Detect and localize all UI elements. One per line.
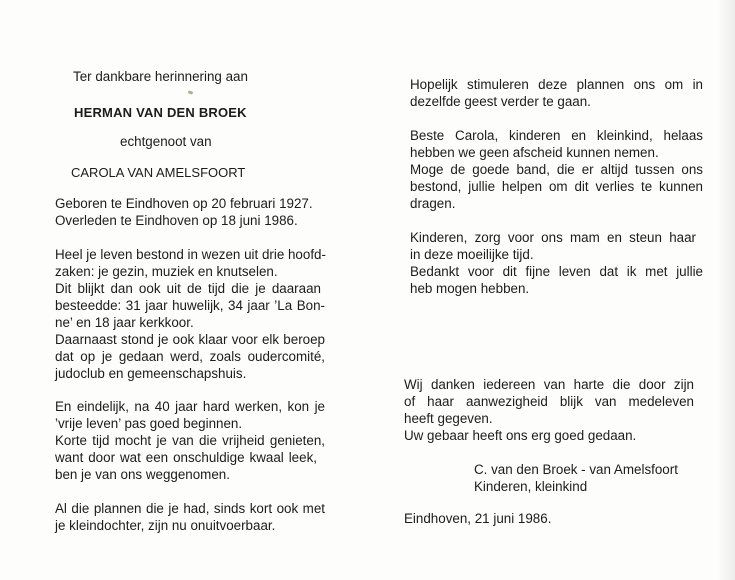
- paragraph-line: Al die plannen die je had, sinds kort ook met: [55, 501, 325, 516]
- paragraph-line: Beste Carola, kinderen en kleinkind, helaas: [410, 128, 703, 143]
- paragraph-line: zaken: je gezin, muziek en knutselen.: [55, 264, 278, 279]
- signature-line: Kinderen, kleinkind: [474, 479, 588, 494]
- paragraph-line: Bedankt voor dit fijne leven dat ik met jullie: [410, 264, 703, 279]
- paragraph-line: besteedde: 31 jaar huwelijk, 34 jaar ’La Bon-: [55, 298, 325, 313]
- spouse-name: CAROLA VAN AMELSFOORT: [71, 165, 246, 180]
- intro-text: Ter dankbare herinnering aan: [73, 69, 248, 84]
- paragraph-line: Korte tijd mocht je van die vrijheid genieten,: [55, 433, 325, 448]
- paragraph-line: Heel je leven bestond in wezen uit drie hoofd-: [55, 247, 326, 262]
- paragraph-line: heeft gegeven.: [404, 411, 493, 426]
- paragraph-line: want door wat een onschuldige kwaal leek,: [55, 450, 317, 465]
- paragraph-line: Dit blijkt dan ook uit de tijd die je daaraan: [55, 281, 321, 296]
- spouse-relation: echtgenoot van: [120, 134, 212, 149]
- paragraph-line: Wij danken iedereen van harte die door zijn: [404, 377, 694, 392]
- paragraph-line: of haar aanwezigheid blijk van medeleven: [404, 394, 694, 409]
- paragraph-line: Hopelijk stimuleren deze plannen ons om in: [410, 77, 703, 92]
- deceased-name: HERMAN VAN DEN BROEK: [74, 105, 247, 120]
- paragraph-line: dragen.: [410, 196, 456, 211]
- paragraph-line: judoclub en gemeenschapshuis.: [55, 366, 247, 381]
- paragraph-line: ne’ en 18 jaar kerkkoor.: [55, 315, 194, 330]
- paragraph-line: ’vrije leven’ pas goed beginnen.: [55, 416, 243, 431]
- paper-speck: [188, 90, 194, 95]
- birth-line: Geboren te Eindhoven op 20 februari 1927.: [55, 196, 313, 211]
- paragraph-line: bestond, jullie helpen om dit verlies te kunnen: [410, 179, 703, 194]
- paragraph-line: Uw gebaar heeft ons erg goed gedaan.: [404, 428, 637, 443]
- paragraph-line: dat op je gedaan werd, zoals oudercomité,: [55, 349, 325, 364]
- paragraph-line: Daarnaast stond je ook klaar voor elk beroep: [55, 332, 325, 347]
- paragraph-line: En eindelijk, na 40 jaar hard werken, kon je: [55, 399, 325, 414]
- paragraph-line: in deze moeilijke tijd.: [410, 247, 534, 262]
- card-edge-shadow: [718, 0, 735, 580]
- paragraph-line: dezelfde geest verder te gaan.: [410, 94, 591, 109]
- signature-line: C. van den Broek - van Amelsfoort: [474, 462, 678, 477]
- paragraph-line: hebben we geen afscheid kunnen nemen.: [410, 145, 659, 160]
- death-line: Overleden te Eindhoven op 18 juni 1986.: [55, 213, 298, 228]
- paragraph-line: je kleindochter, zijn nu onuitvoerbaar.: [55, 518, 276, 533]
- paragraph-line: Moge de goede band, die er altijd tussen ons: [410, 162, 703, 177]
- paragraph-line: heb mogen hebben.: [410, 281, 530, 296]
- paragraph-line: ben je van ons weggenomen.: [55, 467, 230, 482]
- paragraph-line: Kinderen, zorg voor ons mam en steun haar: [410, 230, 696, 245]
- place-date: Eindhoven, 21 juni 1986.: [404, 511, 552, 526]
